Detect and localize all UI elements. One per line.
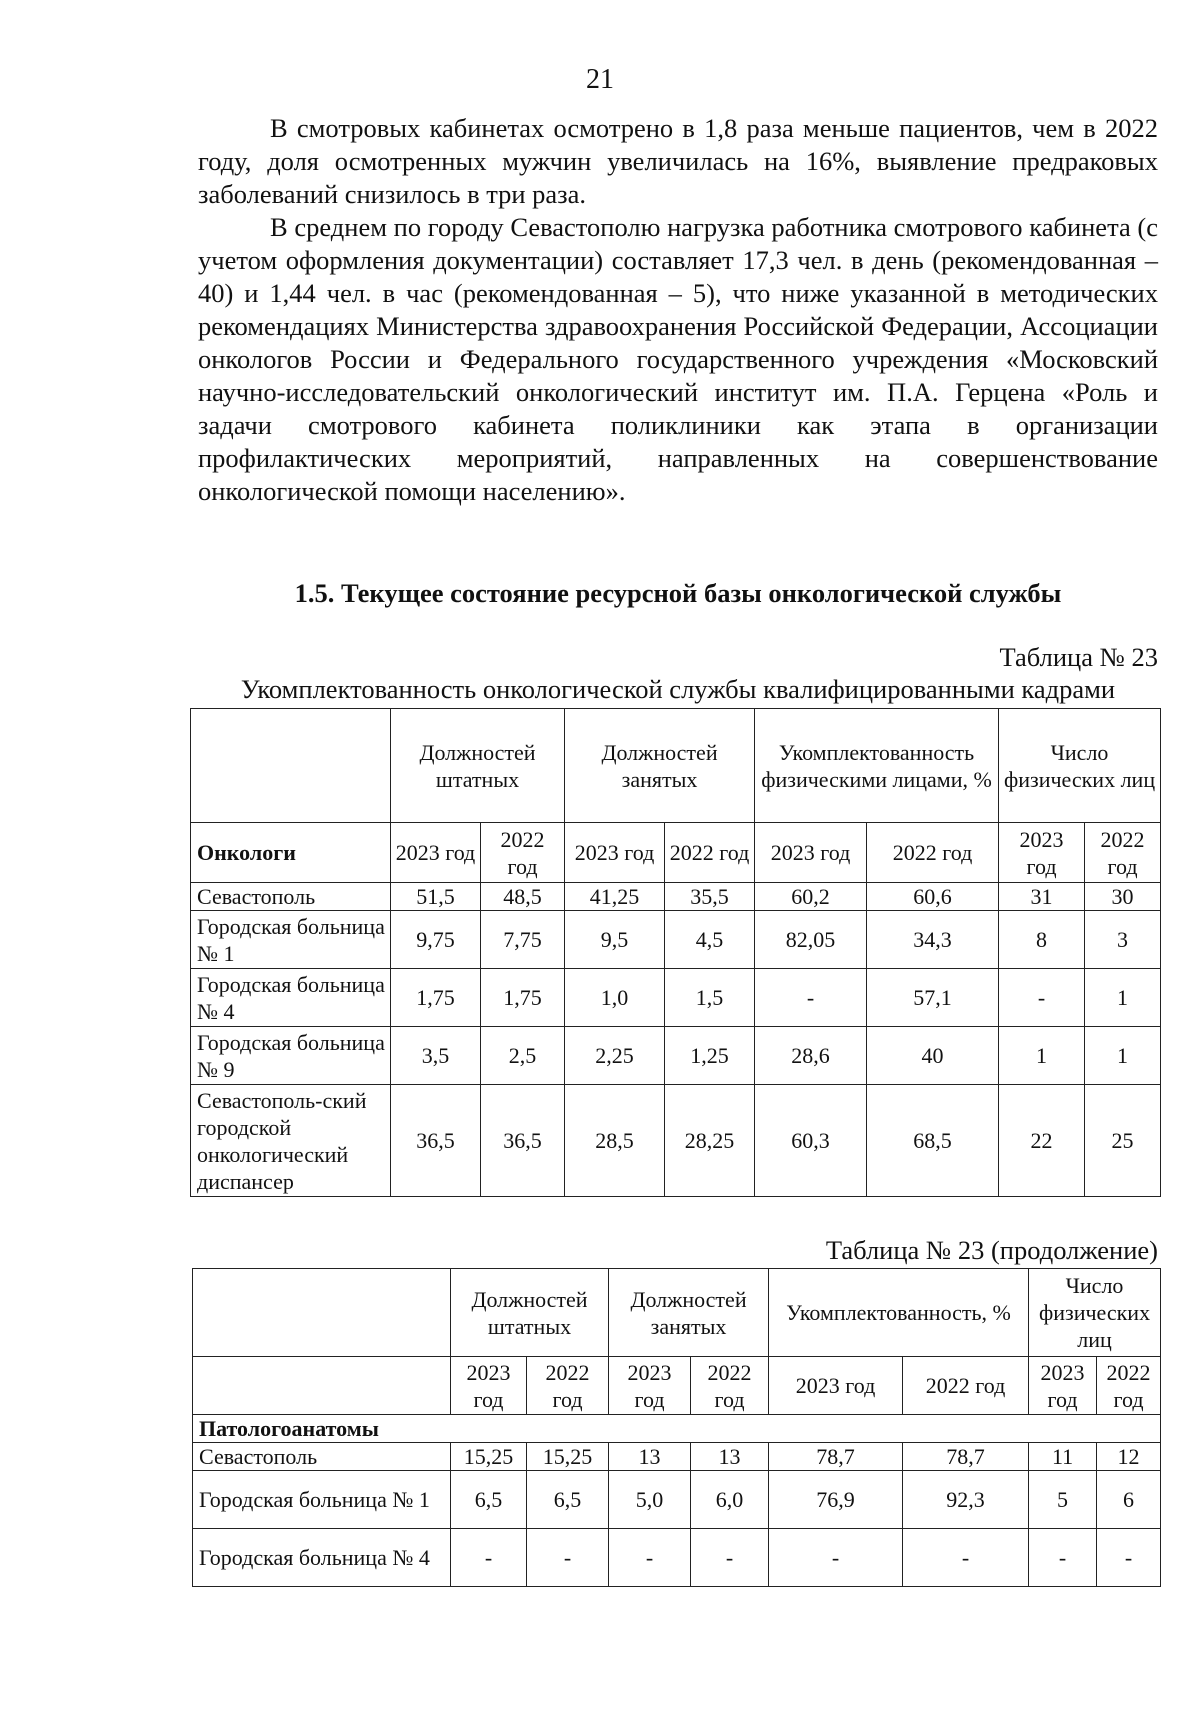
value-cell: 2,25 bbox=[565, 1027, 665, 1085]
value-cell: 22 bbox=[999, 1085, 1085, 1197]
group-label-oncologists: Онкологи bbox=[191, 823, 391, 883]
header-row bbox=[193, 1269, 1161, 1357]
value-cell: 4,5 bbox=[665, 911, 755, 969]
value-cell: 3,5 bbox=[391, 1027, 481, 1085]
header-empty-cell bbox=[191, 709, 391, 823]
table-row bbox=[191, 911, 1161, 969]
header-staff-positions: Должностей штатных bbox=[391, 709, 565, 823]
value-cell: 9,75 bbox=[391, 911, 481, 969]
year-row bbox=[191, 823, 1161, 883]
header-occupied-positions: Должностей занятых bbox=[565, 709, 755, 823]
value-cell: - bbox=[691, 1529, 769, 1587]
value-cell: 34,3 bbox=[867, 911, 999, 969]
group-label-pathologists: Патологоанатомы bbox=[193, 1415, 1161, 1443]
value-cell: 36,5 bbox=[391, 1085, 481, 1197]
row-label: Городская больница № 9 bbox=[191, 1027, 391, 1085]
header-staffing-rate: Укомплектованность физическими лицами, % bbox=[755, 709, 999, 823]
value-cell: - bbox=[999, 969, 1085, 1027]
value-cell: 60,3 bbox=[755, 1085, 867, 1197]
value-cell: 76,9 bbox=[769, 1471, 903, 1529]
paragraph-2: В среднем по городу Севастополю нагрузка работника смотрового кабинета (с учетом оформления документации) составляет 17,3 чел. в день (рекомендованная – 40) и 1,44 чел. в час (рекомендованная – 5), что ниже указанной в методических рекомендациях Министерства здравоохранения Российской Федерации, Ассоциации онкологов России и Федерального государственного учреждения «Московский научно-исследовательский онкологический институт им. П.А. Герцена «Роль и задачи смотрового кабинета поликлиники как этапа в организации профилактических мероприятий, направленных на совершенствование онкологической помощи населению». bbox=[198, 212, 1158, 506]
value-cell: 11 bbox=[1029, 1443, 1097, 1471]
table1-number: Таблица № 23 bbox=[999, 642, 1158, 672]
value-cell: 60,6 bbox=[867, 883, 999, 911]
row-label: Городская больница № 1 bbox=[193, 1471, 451, 1529]
value-cell: 41,25 bbox=[565, 883, 665, 911]
value-cell: 6,5 bbox=[527, 1471, 609, 1529]
paragraph-1: В смотровых кабинетах осмотрено в 1,8 раза меньше пациентов, чем в 2022 году, доля осмотренных мужчин увеличилась на 16%, выявление предраковых заболеваний снизилось в три раза. bbox=[198, 113, 1158, 209]
value-cell: 9,5 bbox=[565, 911, 665, 969]
value-cell: - bbox=[769, 1529, 903, 1587]
value-cell: 12 bbox=[1097, 1443, 1161, 1471]
value-cell: 25 bbox=[1085, 1085, 1161, 1197]
value-cell: 1,0 bbox=[565, 969, 665, 1027]
year-cell: 2022 год bbox=[903, 1357, 1029, 1415]
value-cell: 40 bbox=[867, 1027, 999, 1085]
table2-number: Таблица № 23 (продолжение) bbox=[825, 1235, 1158, 1265]
row-label: Городская больница № 4 bbox=[193, 1529, 451, 1587]
value-cell: 60,2 bbox=[755, 883, 867, 911]
year-empty-cell bbox=[193, 1357, 451, 1415]
year-cell: 2022 год bbox=[1097, 1357, 1161, 1415]
section-title: 1.5. Текущее состояние ресурсной базы онкологической службы bbox=[294, 578, 1062, 608]
row-label: Севастополь bbox=[191, 883, 391, 911]
value-cell: 5,0 bbox=[609, 1471, 691, 1529]
value-cell: - bbox=[903, 1529, 1029, 1587]
value-cell: 82,05 bbox=[755, 911, 867, 969]
value-cell: 31 bbox=[999, 883, 1085, 911]
value-cell: 1,75 bbox=[391, 969, 481, 1027]
header-individuals: Число физических лиц bbox=[1029, 1269, 1161, 1357]
value-cell: - bbox=[1029, 1529, 1097, 1587]
table-row bbox=[193, 1443, 1161, 1471]
year-cell: 2022 год bbox=[481, 823, 565, 883]
value-cell: 78,7 bbox=[769, 1443, 903, 1471]
value-cell: 6 bbox=[1097, 1471, 1161, 1529]
year-cell: 2022 год bbox=[665, 823, 755, 883]
year-cell: 2023 год bbox=[1029, 1357, 1097, 1415]
table-row bbox=[193, 1529, 1161, 1587]
page-number: 21 bbox=[586, 64, 614, 95]
value-cell: 30 bbox=[1085, 883, 1161, 911]
year-cell: 2022 год bbox=[1085, 823, 1161, 883]
table-row bbox=[191, 1027, 1161, 1085]
row-label: Севастополь bbox=[193, 1443, 451, 1471]
value-cell: - bbox=[1097, 1529, 1161, 1587]
header-individuals: Число физических лиц bbox=[999, 709, 1161, 823]
value-cell: 15,25 bbox=[527, 1443, 609, 1471]
staffing-table-pathologists bbox=[192, 1268, 1161, 1587]
row-label: Городская больница № 1 bbox=[191, 911, 391, 969]
header-row bbox=[191, 709, 1161, 823]
value-cell: 2,5 bbox=[481, 1027, 565, 1085]
value-cell: 13 bbox=[609, 1443, 691, 1471]
year-cell: 2023 год bbox=[609, 1357, 691, 1415]
value-cell: 68,5 bbox=[867, 1085, 999, 1197]
value-cell: 3 bbox=[1085, 911, 1161, 969]
table-row bbox=[191, 883, 1161, 911]
table1-caption: Укомплектованность онкологической службы квалифицированными кадрами bbox=[240, 674, 1116, 704]
table-row bbox=[193, 1471, 1161, 1529]
value-cell: 1 bbox=[1085, 1027, 1161, 1085]
value-cell: 36,5 bbox=[481, 1085, 565, 1197]
value-cell: 1,5 bbox=[665, 969, 755, 1027]
value-cell: 28,5 bbox=[565, 1085, 665, 1197]
value-cell: 35,5 bbox=[665, 883, 755, 911]
value-cell: 7,75 bbox=[481, 911, 565, 969]
value-cell: 13 bbox=[691, 1443, 769, 1471]
table-row bbox=[191, 969, 1161, 1027]
staffing-table-oncologists bbox=[190, 708, 1161, 1197]
year-cell: 2023 год bbox=[755, 823, 867, 883]
value-cell: - bbox=[527, 1529, 609, 1587]
header-staffing-rate: Укомплектованность, % bbox=[769, 1269, 1029, 1357]
table-row bbox=[191, 1085, 1161, 1197]
year-row bbox=[193, 1357, 1161, 1415]
year-cell: 2022 год bbox=[867, 823, 999, 883]
value-cell: 28,6 bbox=[755, 1027, 867, 1085]
group-row bbox=[193, 1415, 1161, 1443]
row-label: Севастополь-ский городской онкологический диспансер bbox=[191, 1085, 391, 1197]
value-cell: - bbox=[609, 1529, 691, 1587]
value-cell: 15,25 bbox=[451, 1443, 527, 1471]
value-cell: 51,5 bbox=[391, 883, 481, 911]
year-cell: 2023 год bbox=[391, 823, 481, 883]
header-staff-positions: Должностей штатных bbox=[451, 1269, 609, 1357]
value-cell: 1,75 bbox=[481, 969, 565, 1027]
value-cell: 48,5 bbox=[481, 883, 565, 911]
year-cell: 2023 год bbox=[565, 823, 665, 883]
year-cell: 2023 год bbox=[451, 1357, 527, 1415]
value-cell: 57,1 bbox=[867, 969, 999, 1027]
year-cell: 2023 год bbox=[999, 823, 1085, 883]
value-cell: 1 bbox=[1085, 969, 1161, 1027]
year-cell: 2023 год bbox=[769, 1357, 903, 1415]
value-cell: 1 bbox=[999, 1027, 1085, 1085]
value-cell: 1,25 bbox=[665, 1027, 755, 1085]
value-cell: 6,0 bbox=[691, 1471, 769, 1529]
value-cell: 28,25 bbox=[665, 1085, 755, 1197]
value-cell: - bbox=[451, 1529, 527, 1587]
year-cell: 2022 год bbox=[691, 1357, 769, 1415]
value-cell: 6,5 bbox=[451, 1471, 527, 1529]
value-cell: 78,7 bbox=[903, 1443, 1029, 1471]
value-cell: 92,3 bbox=[903, 1471, 1029, 1529]
value-cell: 8 bbox=[999, 911, 1085, 969]
row-label: Городская больница № 4 bbox=[191, 969, 391, 1027]
year-cell: 2022 год bbox=[527, 1357, 609, 1415]
value-cell: - bbox=[755, 969, 867, 1027]
header-occupied-positions: Должностей занятых bbox=[609, 1269, 769, 1357]
value-cell: 5 bbox=[1029, 1471, 1097, 1529]
header-empty-cell bbox=[193, 1269, 451, 1357]
